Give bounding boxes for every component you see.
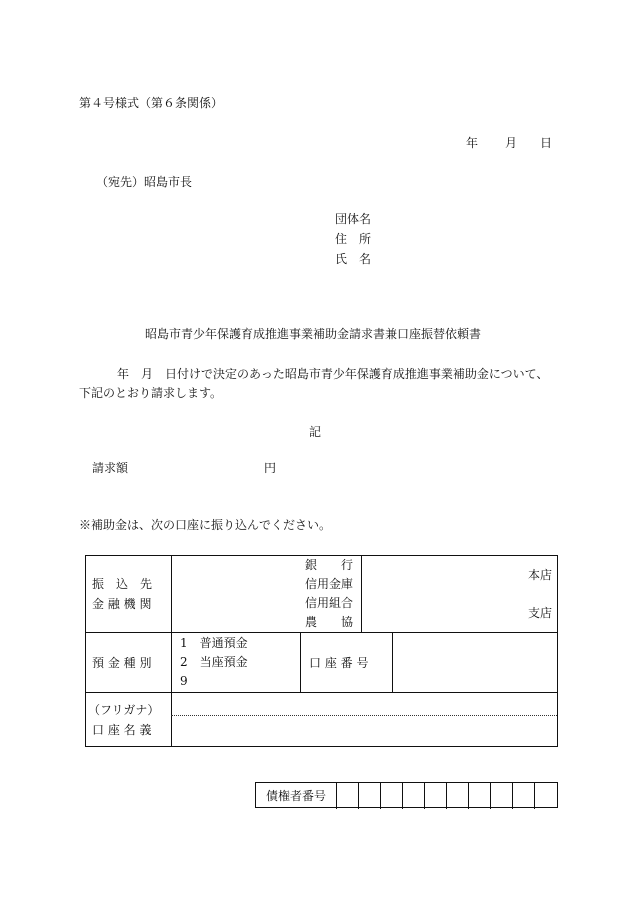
body-line-1: 年 月 日付けで決定のあった昭島市青少年保護育成推進事業補助金について、: [117, 367, 549, 381]
account-name-label: 口 座 名 義: [92, 723, 152, 737]
creditor-number-cell[interactable]: [336, 783, 358, 809]
creditor-number-label: 債権者番号: [266, 789, 327, 803]
branch-sub-label: 支店: [528, 606, 553, 620]
date-month: 月: [505, 136, 518, 150]
creditor-number-cell[interactable]: [468, 783, 490, 809]
furigana-label: （フリガナ）: [88, 703, 160, 717]
creditor-number-cell[interactable]: [380, 783, 402, 809]
address-label: 住 所: [335, 232, 372, 246]
org-name-label: 団体名: [335, 212, 372, 226]
addressee: （宛先）昭島市長: [96, 175, 193, 189]
creditor-number-cell[interactable]: [424, 783, 446, 809]
name-label: 氏 名: [335, 252, 372, 266]
date-year: 年: [466, 136, 479, 150]
creditor-number-cell[interactable]: [512, 783, 534, 809]
creditor-number-box: [255, 782, 558, 808]
creditor-number-cell[interactable]: [446, 783, 468, 809]
body-line-2: 下記のとおり請求します。: [79, 386, 223, 400]
form-number: 第４号様式（第６条関係）: [79, 96, 224, 110]
claim-unit: 円: [264, 461, 277, 475]
account-number-label: 口 座 番 号: [309, 656, 369, 670]
transfer-note: ※補助金は、次の口座に振り込んでください。: [79, 518, 332, 532]
deposit-type-label: 預 金 種 別: [92, 656, 152, 670]
ki-heading: 記: [309, 425, 322, 439]
inst-type-nokyo: 農 協: [305, 615, 354, 629]
inst-type-shinkin: 信用金庫: [305, 577, 354, 591]
date-day: 日: [540, 136, 553, 150]
furigana-divider: [171, 715, 557, 716]
creditor-number-cell[interactable]: [358, 783, 380, 809]
deposit-option-current: 2 当座預金: [180, 655, 248, 669]
deposit-option-ordinary: 1 普通預金: [180, 636, 248, 650]
branch-main-label: 本店: [528, 568, 553, 582]
deposit-option-other: 9: [180, 674, 188, 688]
claim-label: 請求額: [92, 461, 129, 475]
inst-type-shinkumi: 信用組合: [305, 596, 354, 610]
payee-label-2: 金 融 機 関: [92, 597, 152, 611]
creditor-number-cell[interactable]: [490, 783, 512, 809]
inst-type-bank: 銀 行: [305, 558, 354, 572]
document-title: 昭島市青少年保護育成推進事業補助金請求書兼口座振替依頼書: [145, 327, 482, 341]
payee-label-1: 振 込 先: [92, 577, 153, 591]
creditor-number-cell[interactable]: [534, 783, 556, 809]
creditor-number-cell[interactable]: [402, 783, 424, 809]
